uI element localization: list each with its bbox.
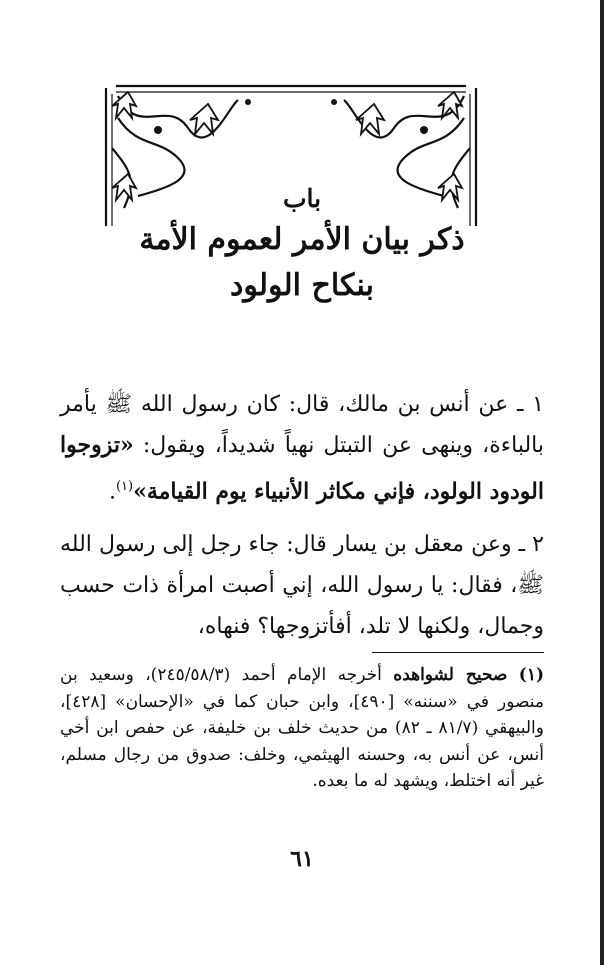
chapter-title-line1: ذكر بيان الأمر لعموم الأمة (139, 222, 465, 257)
hadith-1-text: ١ ـ عن أنس بن مالك، قال: كان رسول الله ﷺ يأمر بالباءة، وينهى عن التبتل نهياً شديداً، ويقول: (60, 392, 544, 458)
chapter-label: باب (282, 184, 322, 213)
footnote-divider (372, 652, 544, 653)
hadith-2 (60, 524, 544, 647)
footnote (60, 662, 544, 795)
chapter-title-line2: بنكاح الولود (230, 268, 374, 303)
footnote-grading: صحيح لشواهده (393, 665, 508, 685)
page-number: ٦١ (290, 846, 314, 872)
footnote-number: (١) (518, 665, 544, 685)
footnote-reference: (١) (115, 479, 134, 494)
footnote-text: أخرجه الإمام أحمد (٢٤٥/٥٨/٣)، وسعيد بن منصور في «سننه» [٤٩٠]، وابن حبان كما في «الإحسان» [٤٢٨]، والبيهقي (٨١/٧ ـ ٨٢) من حديث خلف بن خليفة، عن حفص ابن أخي أنس، عن أنس به، وحسنه الهيثمي، وخلف: صدوق من رجال مسلم، غير أنه اختلط، ويشهد له ما بعده. (60, 665, 545, 791)
hadith-1-end: . (108, 479, 116, 505)
page-edge-border (600, 0, 604, 965)
hadith-2-text: ٢ ـ وعن معقل بن يسار قال: جاء رجل إلى رسول الله ﷺ، فقال: يا رسول الله، إني أصبت امرأة ذات حسب وجمال، ولكنها لا تلد، أفأتزوجها؟ فنهاه، (60, 532, 544, 639)
hadith-1-quote: «تزوجوا الودود الولود، فإني مكاثر الأنبياء يوم القيامة» (60, 432, 544, 505)
hadith-1 (60, 384, 544, 512)
